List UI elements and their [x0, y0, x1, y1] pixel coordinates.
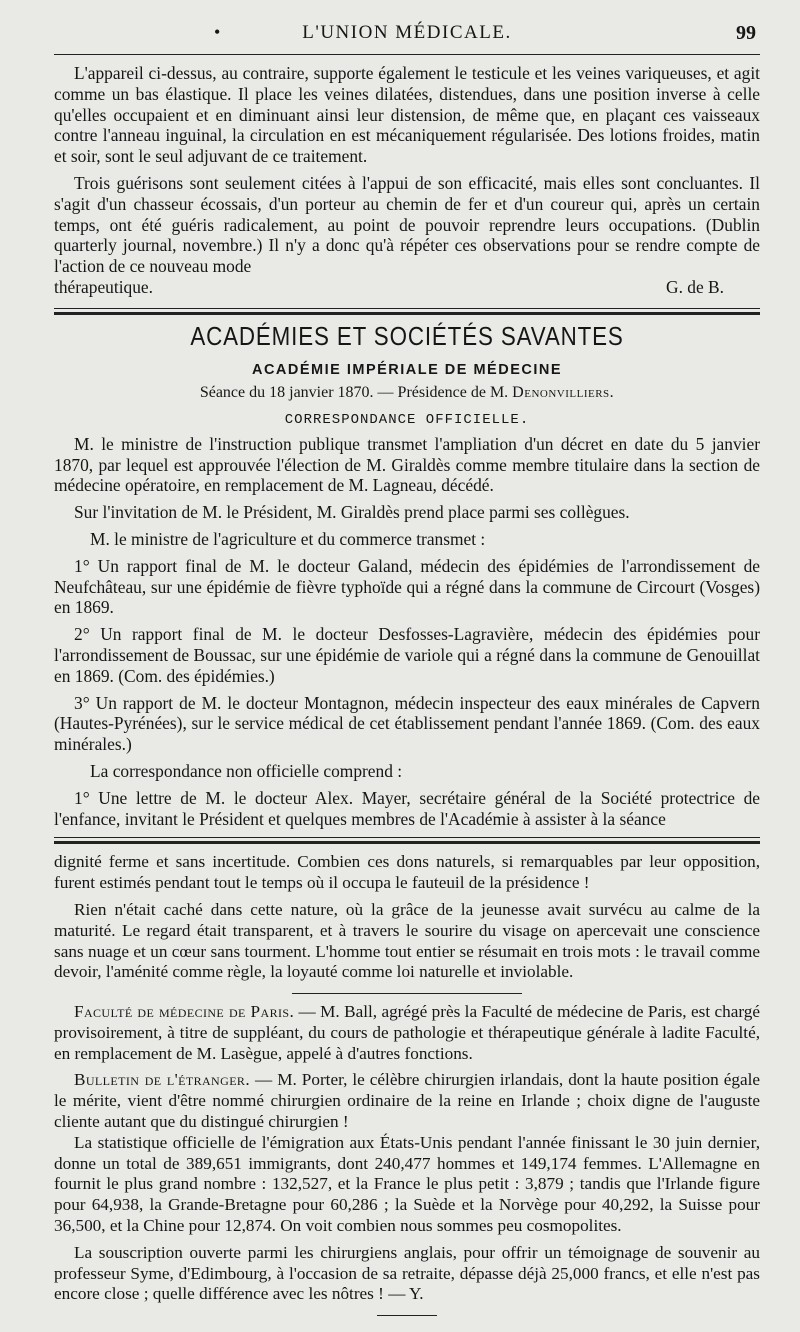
bulletin-paragraph: [54, 1070, 760, 1132]
bulletin-lead: Bulletin de l'étranger.: [74, 1070, 251, 1090]
academy-paragraph: 1° Un rapport final de M. le docteur Galand, médecin des épidémies de l'arrondissement de Neufchâteau, sur une épidémie de fièvre typhoïde qui a régné dans la commune de Circourt (Vosges) en 1869.: [54, 555, 760, 618]
seance-line: [54, 384, 760, 402]
president-name: Denonvilliers.: [512, 383, 615, 401]
seance-text: Séance du 18 janvier 1870. — Présidence de M.: [199, 383, 509, 401]
academy-subtitle: ACADÉMIE IMPÉRIALE DE MÉDECINE: [251, 361, 563, 378]
faculte-lead: Faculté de médecine de Paris.: [74, 1002, 295, 1022]
page-number: 99: [736, 22, 756, 44]
section-double-rule: [54, 308, 760, 315]
lower-paragraph-1: dignité ferme et sans incertitude. Combien ces dons naturels, si remarquables par leur opposition, furent estimés pendant tout le temps où il occupa le fauteuil de la présidence !: [54, 852, 760, 893]
end-rule: [377, 1315, 437, 1316]
article-signature: G. de B.: [666, 276, 724, 297]
feuilleton-double-rule: [54, 837, 760, 844]
bulletin-text: — M. Porter, le célèbre chirurgien irlandais, dont la haute position égale le mérite, vient d'être nommé chirurgien ordinaire de la reine en Irlande ; choix digne de l'auguste cliente autant que du distingué chirurgien !: [54, 1070, 761, 1132]
section-title: ACADÉMIES ET SOCIÉTÉS SAVANTES: [190, 320, 624, 351]
academy-paragraph: 2° Un rapport final de M. le docteur Desfosses-Lagravière, médecin des épidémies pour l'arrondissement de Boussac, sur une épidémie de variole qui a régné dans la commune de Genouillat en 1869. (Com. des épidémies.): [54, 624, 760, 686]
article-paragraph-2: Trois guérisons sont seulement citées à l'appui de son efficacité, mais elles sont concluantes. Il s'agit d'un chasseur écossais, d'un porteur au chemin de fer et d'un coureur qui, après un certain temps, ont été guéris radicalement, au point de pouvoir reprendre leurs occupations. (Dublin quarterly journal, novembre.) Il n'y a donc qu'à répéter ces observations pour se rendre compte de l'action de ce nouveau mode: [54, 172, 760, 277]
statistics-paragraph: La statistique officielle de l'émigration aux États-Unis pendant l'année finissant le 30 juin dernier, donne un total de 389,651 immigrants, dont 240,477 hommes et 149,174 femmes. L'Allemagne en fournit le plus grand nombre : 132,527, et la France le plus petit : 3,879 ; tandis que l'Irlande figure pour 64,938, la Grande-Bretagne pour 60,286 ; la Suède et la Norvège pour 40,292, la Suisse pour 36,500, et la Chine pour 12,874. On voit combien nous sommes peu cosmopolites.: [54, 1132, 760, 1236]
academy-paragraph: M. le ministre de l'instruction publique transmet l'ampliation d'un décret en date du 5 janvier 1870, par lequel est approuvée l'élection de M. Giraldès comme membre titulaire dans la section de médecine opératoire, en remplacement de M. Lagneau, décédé.: [54, 433, 760, 496]
academy-paragraph: M. le ministre de l'agriculture et du commerce transmet :: [90, 528, 486, 549]
subscription-paragraph: La souscription ouverte parmi les chirurgiens anglais, pour offrir un témoignage de souvenir au professeur Syme, d'Edimbourg, à l'occasion de sa retraite, dépasse déjà 25,000 francs, et elle n'est pas encore close ; quelle différence avec les nôtres ! — Y.: [54, 1242, 760, 1304]
lower-paragraph-2: Rien n'était caché dans cette nature, où la grâce de la jeunesse avait survécu au calme de la maturité. Le regard était transparent, et à travers le sourire du visage on apercevait une conscience sans nuage et un cœur sans tourment. L'homme tout entier se résumait en trois mots : le travail comme devoir, l'aménité comme règle, la loyauté comme loi naturelle et inviolable.: [54, 899, 760, 982]
header-dot: •: [214, 22, 221, 42]
faculte-text: — M. Ball, agrégé près la Faculté de médecine de Paris, est chargé provisoirement, à titre de suppléant, du cours de pathologie et thérapeutique générale à ladite Faculté, en remplacement de M. Lasègue, appelé à d'autres fonctions.: [54, 1002, 760, 1063]
faculte-paragraph: [54, 1002, 760, 1064]
academy-paragraph: 1° Une lettre de M. le docteur Alex. Mayer, secrétaire général de la Société protectrice de l'enfance, invitant le Président et quelques membres de l'Académie à assister à la séance: [54, 787, 760, 829]
academy-paragraph: La correspondance non officielle comprend :: [90, 760, 403, 781]
running-title: L'UNION MÉDICALE.: [302, 22, 512, 43]
correspondence-heading: CORRESPONDANCE OFFICIELLE.: [284, 411, 530, 428]
separator-rule: [292, 993, 522, 994]
article-paragraph-1: L'appareil ci-dessus, au contraire, supporte également le testicule et les veines variqueuses, et agit comme un bas élastique. Il place les veines dilatées, distendues, dans une position inverse à celle qu'elles occupaient et en diminuant ainsi leur distension, de même que, en plaçant ces vaisseaux contre l'anneau inguinal, la circulation en est mécaniquement régularisée. Des lotions froides, matin et soir, sont le seul adjuvant de ce traitement.: [54, 63, 760, 167]
academy-paragraph: Sur l'invitation de M. le Président, M. Giraldès prend place parmi ses collègues.: [74, 502, 630, 523]
closing-word: thérapeutique.: [54, 276, 153, 297]
page-header: [54, 22, 760, 50]
article-closing-line: [54, 277, 760, 298]
lower-column: [54, 852, 760, 1316]
academy-paragraph: 3° Un rapport de M. le docteur Montagnon, médecin inspecteur des eaux minérales de Capvern (Hautes-Pyrénées), sur le service médical de cet établissement pendant l'année 1869. (Com. des eaux minérales.): [54, 692, 760, 755]
